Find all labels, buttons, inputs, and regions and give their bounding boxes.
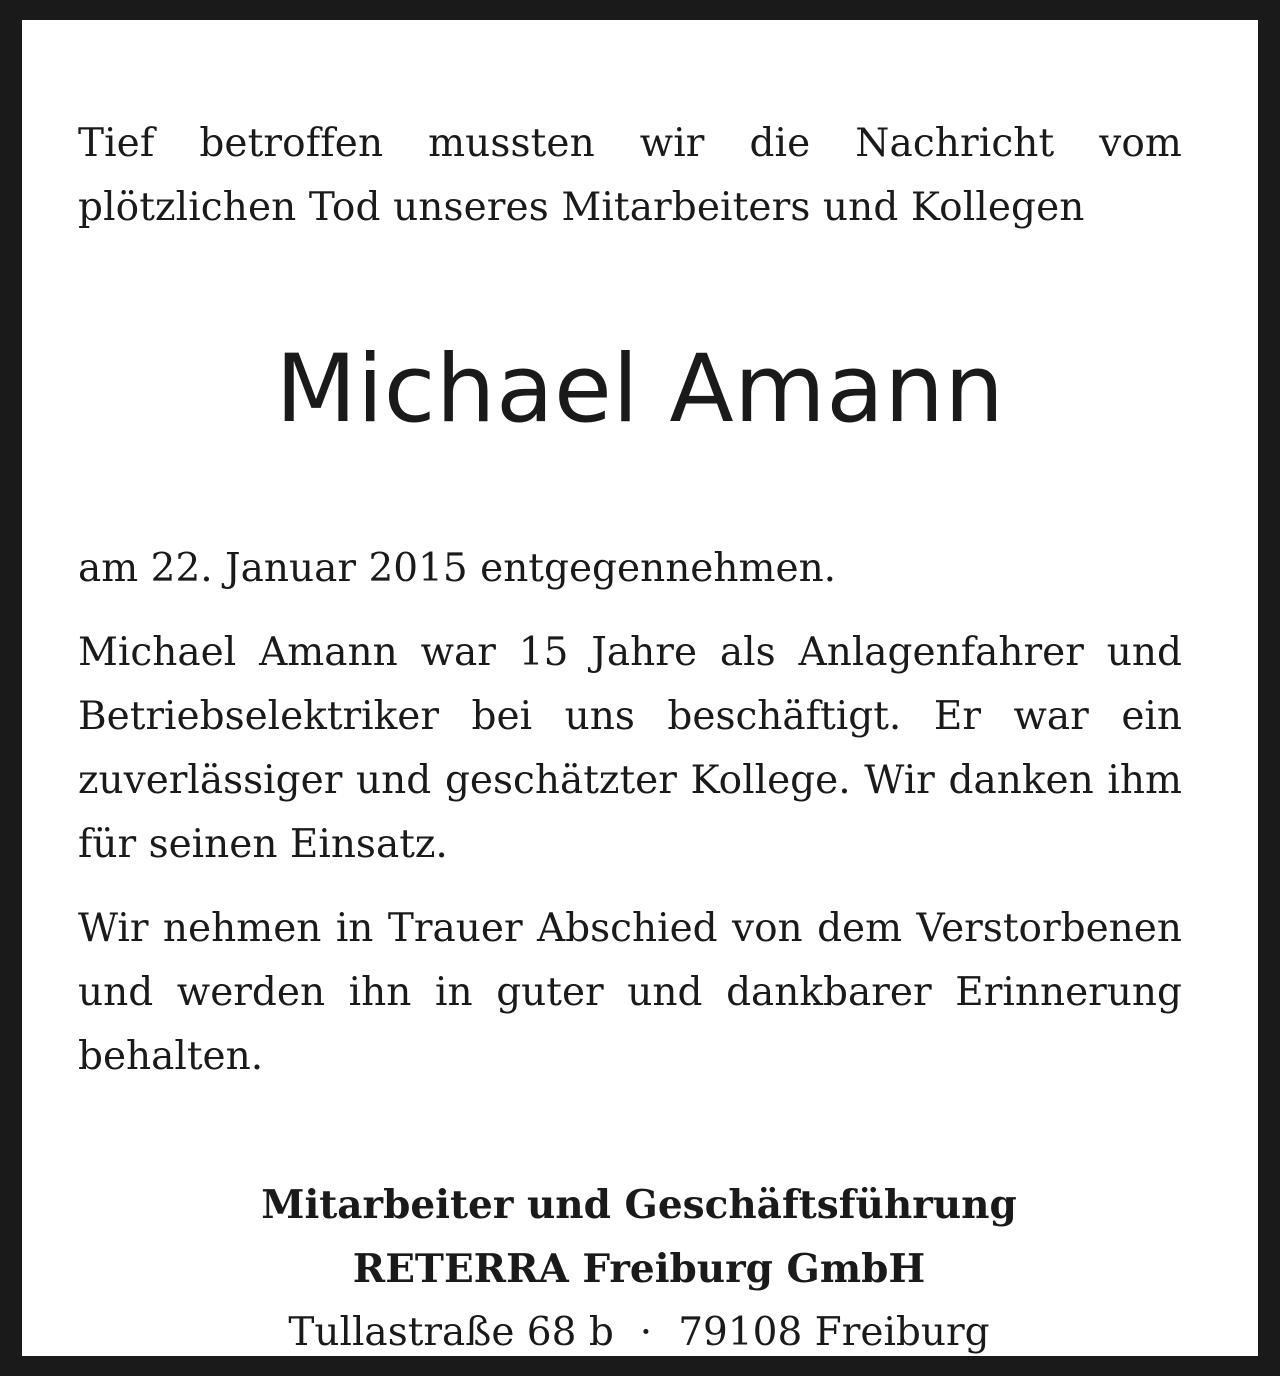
obituary-notice xyxy=(22,20,1258,1356)
date-line: am 22. Januar 2015 entgegennehmen. xyxy=(78,546,837,591)
signature-line-staff: Mitarbeiter und Geschäftsführung xyxy=(261,1182,1017,1228)
address-separator: · xyxy=(639,1310,653,1355)
paragraph-employment: Michael Amann war 15 Jahre als Anlagenfahrer und Betriebselektriker bei uns beschäftigt. Er war ein zuverlässiger und geschätzter Kollege. Wir danken ihm für seinen Einsatz. xyxy=(78,630,1182,867)
signature-block xyxy=(78,1173,1182,1365)
signature-address xyxy=(96,1301,1182,1365)
address-street: Tullastraße 68 b xyxy=(288,1310,614,1355)
intro-text: Tief betroffen mussten wir die Nachricht vom plötzlichen Tod unseres Mitarbeiters und Kollegen xyxy=(78,121,1182,230)
signature-company: RETERRA Freiburg GmbH xyxy=(352,1246,926,1292)
deceased-name: Michael Amann xyxy=(275,335,1005,444)
address-city: 79108 Freiburg xyxy=(678,1310,990,1355)
paragraph-farewell: Wir nehmen in Trauer Abschied von dem Verstorbenen und werden ihn in guter und dankbarer Erinnerung behalten. xyxy=(78,906,1182,1079)
